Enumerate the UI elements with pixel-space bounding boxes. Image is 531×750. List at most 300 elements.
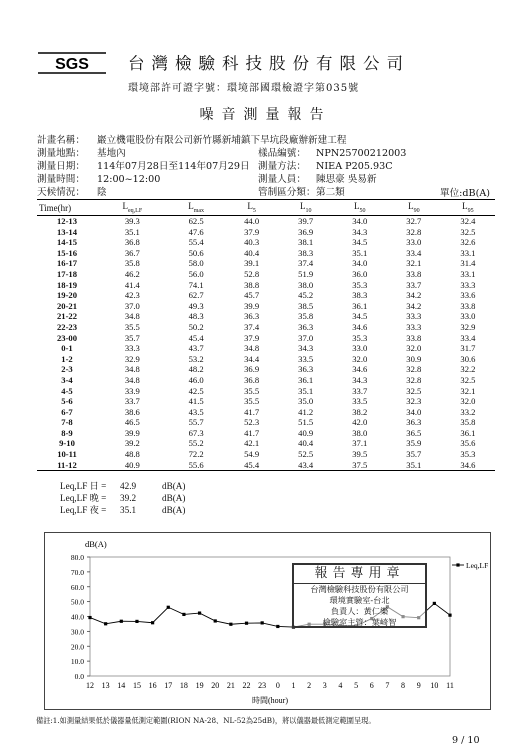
x-tick-label: 17 [164, 681, 173, 690]
summary-label: Leq,LF 日 = [60, 481, 107, 491]
value-cell: 35.0 [298, 396, 314, 407]
table-row [37, 354, 495, 365]
value-cell: 41.4 [124, 279, 140, 290]
x-tick-label: 5 [354, 681, 359, 690]
value-cell: 32.4 [460, 216, 476, 226]
value-cell: 33.4 [460, 332, 476, 343]
value-cell: 37.4 [244, 321, 260, 332]
legend-label: Leq,LF [466, 561, 489, 570]
staff-label: 測量人員： [258, 174, 306, 185]
summary-unit: dB(A) [162, 493, 186, 503]
data-point [167, 606, 170, 609]
value-cell: 72.2 [188, 449, 204, 460]
value-cell: 36.1 [352, 300, 368, 311]
value-cell: 35.6 [460, 438, 476, 449]
time-cell: 17-18 [56, 268, 78, 279]
value-cell: 34.2 [406, 300, 422, 311]
staff-value: 陳思豪 吳易新 [316, 174, 377, 185]
value-cell: 34.3 [352, 226, 368, 237]
value-cell: 50.6 [188, 247, 204, 258]
x-tick-label: 4 [338, 681, 343, 690]
table-row [37, 386, 495, 397]
y-axis-label: dB(A) [85, 539, 107, 549]
value-cell: 33.3 [406, 321, 422, 332]
value-cell: 33.9 [124, 385, 140, 396]
time-cell: 3-4 [61, 374, 73, 385]
value-cell: 67.3 [188, 427, 204, 438]
col-header-l50: $L_{50}$ [333, 200, 387, 216]
value-cell: 33.1 [460, 247, 476, 258]
time-cell: 10-11 [57, 449, 77, 460]
staff-row [258, 171, 377, 185]
time-cell: 2-3 [61, 364, 73, 375]
value-cell: 36.1 [298, 374, 314, 385]
value-cell: 33.7 [352, 385, 368, 396]
value-cell: 53.2 [188, 353, 204, 364]
stamp-line: 檢驗室主管：葉崎智 [322, 617, 397, 627]
value-cell: 74.1 [188, 279, 204, 290]
time-cell: 18-19 [56, 279, 78, 290]
value-cell: 32.7 [406, 216, 422, 226]
zone-label: 管制區分類： [258, 187, 316, 198]
table-header-row [37, 200, 495, 216]
y-tick-label: 80.0 [70, 553, 84, 562]
table-row [37, 428, 495, 439]
y-tick-label: 70.0 [70, 567, 84, 577]
value-cell: 36.3 [244, 311, 260, 322]
value-cell: 39.9 [124, 427, 140, 438]
table-row [37, 237, 495, 248]
time-cell: 0-1 [61, 343, 73, 354]
value-cell: 33.3 [124, 343, 140, 354]
data-point [182, 613, 185, 616]
value-cell: 39.3 [124, 216, 140, 226]
table-row [37, 248, 495, 259]
value-cell: 33.6 [460, 290, 476, 301]
value-cell: 33.2 [460, 406, 476, 417]
y-tick-label: 40.0 [70, 612, 84, 622]
value-cell: 46.0 [188, 374, 204, 385]
table-row [37, 375, 495, 386]
time-cell: 1-2 [61, 353, 73, 364]
value-cell: 41.7 [244, 406, 260, 417]
weather-label: 天候情況： [37, 187, 85, 198]
weather-row [37, 184, 107, 198]
time-cell: 5-6 [61, 396, 73, 407]
value-cell: 33.5 [298, 353, 314, 364]
value-cell: 36.3 [406, 417, 422, 428]
stamp-line: 負責人：黃仁樂 [330, 606, 389, 616]
col-header-leq: $L_{eq,LF}$ [97, 200, 168, 216]
value-cell: 36.5 [406, 427, 422, 438]
value-cell: 35.9 [406, 438, 422, 449]
time-cell: 14-15 [56, 237, 78, 248]
value-cell: 36.8 [124, 237, 140, 248]
value-cell: 33.0 [352, 343, 368, 354]
value-cell: 38.5 [298, 300, 314, 311]
value-cell: 37.0 [298, 332, 314, 343]
value-cell: 55.4 [188, 237, 204, 248]
x-tick-label: 0 [275, 681, 280, 690]
value-cell: 56.0 [188, 268, 204, 279]
value-cell: 32.0 [406, 343, 422, 354]
data-point [120, 620, 123, 623]
value-cell: 52.8 [244, 268, 260, 279]
value-cell: 41.5 [188, 396, 204, 407]
sample-value: NPN25700212003 [316, 148, 407, 159]
summary-evening-row [60, 492, 185, 504]
summary-day-row [60, 480, 185, 492]
summary-unit: dB(A) [162, 481, 186, 491]
time-cell: 11-12 [37, 460, 97, 471]
table-row [37, 449, 495, 460]
data-point [151, 621, 154, 624]
value-cell: 36.9 [298, 226, 314, 237]
unit-label: 單位:dB(A) [440, 188, 491, 199]
value-cell: 44.0 [244, 216, 260, 226]
value-cell: 40.9 [298, 427, 314, 438]
value-cell: 42.5 [188, 385, 204, 396]
value-cell: 37.1 [352, 438, 368, 449]
value-cell: 30.6 [460, 353, 476, 364]
data-point [433, 602, 436, 605]
value-cell: 37.5 [333, 460, 387, 471]
table-row [37, 396, 495, 407]
location-row [37, 145, 126, 159]
report-title: 噪音測量報告 [199, 107, 332, 123]
value-cell: 38.3 [298, 247, 314, 258]
table-row [37, 333, 495, 344]
date-value: 114年07月28日至114年07月29日 [97, 161, 250, 172]
value-cell: 35.5 [124, 321, 140, 332]
value-cell: 33.5 [352, 396, 368, 407]
zone-row [258, 184, 345, 198]
value-cell: 32.9 [460, 321, 476, 332]
time-cell: 6-7 [61, 406, 73, 417]
value-cell: 32.2 [460, 364, 476, 375]
value-cell: 35.1 [124, 226, 140, 237]
x-tick-label: 16 [148, 681, 157, 690]
value-cell: 32.1 [460, 385, 476, 396]
stamp-line: 環境實驗室-台北 [329, 595, 390, 605]
value-cell: 34.2 [406, 290, 422, 301]
value-cell: 41.2 [298, 406, 314, 417]
value-cell: 34.8 [124, 311, 140, 322]
noise-data-table [37, 199, 495, 471]
data-point [276, 625, 279, 628]
time-label: 測量時間： [37, 174, 85, 185]
value-cell: 45.4 [225, 460, 279, 471]
sgs-logo [36, 50, 108, 76]
value-cell: 32.6 [460, 237, 476, 248]
x-tick-label: 7 [385, 681, 390, 690]
value-cell: 36.3 [298, 364, 314, 375]
summary-value: 35.1 [120, 505, 137, 515]
weather-value: 陰 [97, 187, 107, 198]
method-label: 測量方法： [258, 161, 306, 172]
value-cell: 32.0 [460, 396, 476, 407]
time-cell: 22-23 [56, 321, 78, 332]
col-header-l5: $L_5$ [225, 200, 279, 216]
value-cell: 36.7 [124, 247, 140, 258]
value-cell: 41.7 [244, 427, 260, 438]
value-cell: 42.1 [244, 438, 260, 449]
x-tick-label: 2 [307, 681, 312, 690]
value-cell: 33.0 [460, 311, 476, 322]
value-cell: 46.2 [124, 268, 140, 279]
y-tick-label: 0.0 [74, 672, 84, 681]
value-cell: 45.7 [244, 290, 260, 301]
table-row [37, 280, 495, 291]
value-cell: 33.4 [406, 247, 422, 258]
stamp-line: 台灣檢驗科技股份有限公司 [310, 584, 409, 594]
value-cell: 40.3 [244, 237, 260, 248]
data-point [448, 614, 451, 617]
value-cell: 45.2 [298, 290, 314, 301]
value-cell: 32.5 [406, 385, 422, 396]
value-cell: 47.6 [188, 226, 204, 237]
value-cell: 32.1 [406, 258, 422, 269]
value-cell: 35.8 [298, 311, 314, 322]
value-cell: 36.8 [244, 374, 260, 385]
value-cell: 32.8 [406, 226, 422, 237]
value-cell: 48.3 [188, 311, 204, 322]
value-cell: 32.3 [406, 396, 422, 407]
x-tick-label: 3 [322, 681, 327, 690]
value-cell: 32.0 [352, 353, 368, 364]
table-row [37, 301, 495, 312]
table-row [37, 407, 495, 418]
value-cell: 33.0 [406, 237, 422, 248]
value-cell: 48.8 [124, 449, 140, 460]
x-tick-label: 10 [430, 681, 439, 690]
value-cell: 35.3 [352, 279, 368, 290]
summary-label: Leq,LF 晚 = [60, 493, 107, 503]
value-cell: 39.9 [244, 300, 260, 311]
stamp-title: 報告專用章 [294, 565, 425, 584]
value-cell: 33.8 [406, 332, 422, 343]
value-cell: 35.5 [244, 385, 260, 396]
table-row [37, 322, 495, 333]
col-header-l90: $L_{90}$ [387, 200, 441, 216]
date-label: 測量日期： [37, 161, 85, 172]
value-cell: 48.2 [188, 364, 204, 375]
value-cell: 34.4 [244, 353, 260, 364]
value-cell: 34.0 [352, 258, 368, 269]
value-cell: 39.1 [244, 258, 260, 269]
value-cell: 52.5 [298, 449, 314, 460]
time-cell: 20-21 [56, 300, 78, 311]
table-row [37, 343, 495, 354]
x-tick-label: 21 [226, 681, 235, 690]
value-cell: 35.5 [244, 396, 260, 407]
data-point [198, 611, 201, 614]
value-cell: 34.0 [406, 406, 422, 417]
value-cell: 40.4 [298, 438, 314, 449]
x-tick-label: 11 [446, 681, 454, 690]
value-cell: 62.7 [188, 290, 204, 301]
value-cell: 58.0 [188, 258, 204, 269]
value-cell: 51.5 [298, 417, 314, 428]
value-cell: 32.5 [460, 374, 476, 385]
data-point [229, 623, 232, 626]
value-cell: 38.0 [352, 427, 368, 438]
data-point [88, 616, 91, 619]
value-cell: 34.8 [244, 343, 260, 354]
value-cell: 33.7 [406, 279, 422, 290]
x-tick-label: 22 [242, 681, 251, 690]
value-cell: 42.0 [352, 417, 368, 428]
value-cell: 40.9 [97, 460, 168, 471]
time-cell: 12-13 [56, 216, 78, 226]
sample-row [258, 145, 406, 159]
value-cell: 34.6 [441, 460, 495, 471]
data-point [135, 620, 138, 623]
table-row [37, 438, 495, 449]
value-cell: 33.3 [406, 311, 422, 322]
license-number: 環境部許可證字號：環境部國環檢證字第035號 [128, 83, 360, 94]
value-cell: 36.9 [244, 364, 260, 375]
data-point [214, 619, 217, 622]
table-row [37, 269, 495, 280]
x-tick-label: 20 [211, 681, 220, 690]
value-cell: 34.0 [352, 216, 368, 226]
value-cell: 35.1 [298, 385, 314, 396]
value-cell: 31.7 [460, 343, 476, 354]
method-row [258, 158, 393, 172]
value-cell: 34.6 [352, 321, 368, 332]
report-stamp [292, 563, 427, 628]
method-value: NIEA P205.93C [316, 161, 393, 172]
time-cell: 15-16 [56, 247, 78, 258]
data-point [104, 622, 107, 625]
value-cell: 38.1 [298, 237, 314, 248]
x-tick-label: 18 [179, 681, 188, 690]
value-cell: 50.2 [188, 321, 204, 332]
time-cell: 9-10 [59, 438, 75, 449]
value-cell: 37.9 [244, 226, 260, 237]
x-tick-label: 9 [416, 681, 421, 690]
company-name: 台灣檢驗科技股份有限公司 [128, 54, 410, 73]
value-cell: 62.5 [188, 216, 204, 226]
value-cell: 32.9 [124, 353, 140, 364]
y-tick-label: 60.0 [70, 582, 84, 592]
value-cell: 30.9 [406, 353, 422, 364]
value-cell: 31.4 [460, 258, 476, 269]
value-cell: 34.6 [352, 364, 368, 375]
value-cell: 52.3 [244, 417, 260, 428]
page-number: 9 / 10 [452, 735, 480, 746]
footnote: 備註:1.如測量結果低於儀器量低測定範圍(RION NA-28、NL-52為25dB)，將以儀器最低測定範圍呈現。 [36, 716, 376, 725]
value-cell: 38.0 [298, 279, 314, 290]
summary-value: 39.2 [120, 493, 137, 503]
value-cell: 55.6 [168, 460, 225, 471]
table-row [37, 460, 495, 471]
time-cell: 4-5 [61, 385, 73, 396]
value-cell: 54.9 [244, 449, 260, 460]
x-tick-label: 14 [117, 681, 126, 690]
value-cell: 34.8 [124, 364, 140, 375]
value-cell: 32.8 [406, 374, 422, 385]
col-header-time: Time(hr) [37, 200, 97, 216]
value-cell: 34.3 [352, 374, 368, 385]
time-cell: 16-17 [56, 258, 78, 269]
table-row [37, 258, 495, 269]
value-cell: 51.9 [298, 268, 314, 279]
value-cell: 38.3 [352, 290, 368, 301]
value-cell: 37.0 [124, 300, 140, 311]
location-value: 基地內 [97, 148, 126, 159]
value-cell: 35.3 [352, 332, 368, 343]
value-cell: 35.7 [406, 449, 422, 460]
x-tick-label: 1 [291, 681, 296, 690]
value-cell: 35.1 [352, 247, 368, 258]
value-cell: 33.8 [460, 300, 476, 311]
table-row [37, 290, 495, 301]
y-tick-label: 50.0 [70, 597, 84, 607]
value-cell: 35.7 [124, 332, 140, 343]
leq-summary [60, 480, 185, 516]
x-tick-label: 6 [369, 681, 374, 690]
y-tick-label: 20.0 [70, 642, 84, 652]
table-row [37, 311, 495, 322]
time-cell: 7-8 [61, 417, 73, 428]
value-cell: 39.5 [352, 449, 368, 460]
value-cell: 55.7 [188, 417, 204, 428]
value-cell: 39.7 [298, 216, 314, 226]
value-cell: 37.4 [298, 258, 314, 269]
svg-text:SGS: SGS [55, 56, 89, 73]
x-tick-label: 15 [132, 681, 141, 690]
x-tick-label: 19 [195, 681, 204, 690]
project-name: 巖立機電股份有限公司新竹縣新埔鎮下旱坑段廠辦新建工程 [97, 135, 347, 146]
table-row [37, 417, 495, 428]
value-cell: 34.3 [298, 343, 314, 354]
data-point [261, 621, 264, 624]
value-cell: 36.3 [298, 321, 314, 332]
value-cell: 32.5 [460, 226, 476, 237]
location-label: 測量地點： [37, 148, 85, 159]
value-cell: 36.0 [352, 268, 368, 279]
value-cell: 35.3 [460, 449, 476, 460]
value-cell: 33.7 [124, 396, 140, 407]
data-point [245, 622, 248, 625]
value-cell: 35.8 [460, 417, 476, 428]
time-value: 12:00~12:00 [97, 174, 161, 185]
value-cell: 38.8 [244, 279, 260, 290]
value-cell: 34.5 [352, 311, 368, 322]
value-cell: 38.6 [124, 406, 140, 417]
x-tick-label: 8 [401, 681, 406, 690]
value-cell: 43.5 [188, 406, 204, 417]
time-cell: 8-9 [61, 427, 73, 438]
table-row [37, 227, 495, 238]
value-cell: 45.4 [188, 332, 204, 343]
value-cell: 35.1 [387, 460, 441, 471]
time-row [37, 171, 160, 185]
value-cell: 39.2 [124, 438, 140, 449]
value-cell: 55.2 [188, 438, 204, 449]
value-cell: 42.3 [124, 290, 140, 301]
col-header-l95: $L_{95}$ [441, 200, 495, 216]
time-cell: 13-14 [56, 226, 78, 237]
summary-label: Leq,LF 夜 = [60, 505, 107, 515]
value-cell: 49.3 [188, 300, 204, 311]
value-cell: 43.7 [188, 343, 204, 354]
time-cell: 23-00 [56, 332, 78, 343]
col-header-l10: $L_{10}$ [279, 200, 333, 216]
x-tick-label: 13 [101, 681, 110, 690]
